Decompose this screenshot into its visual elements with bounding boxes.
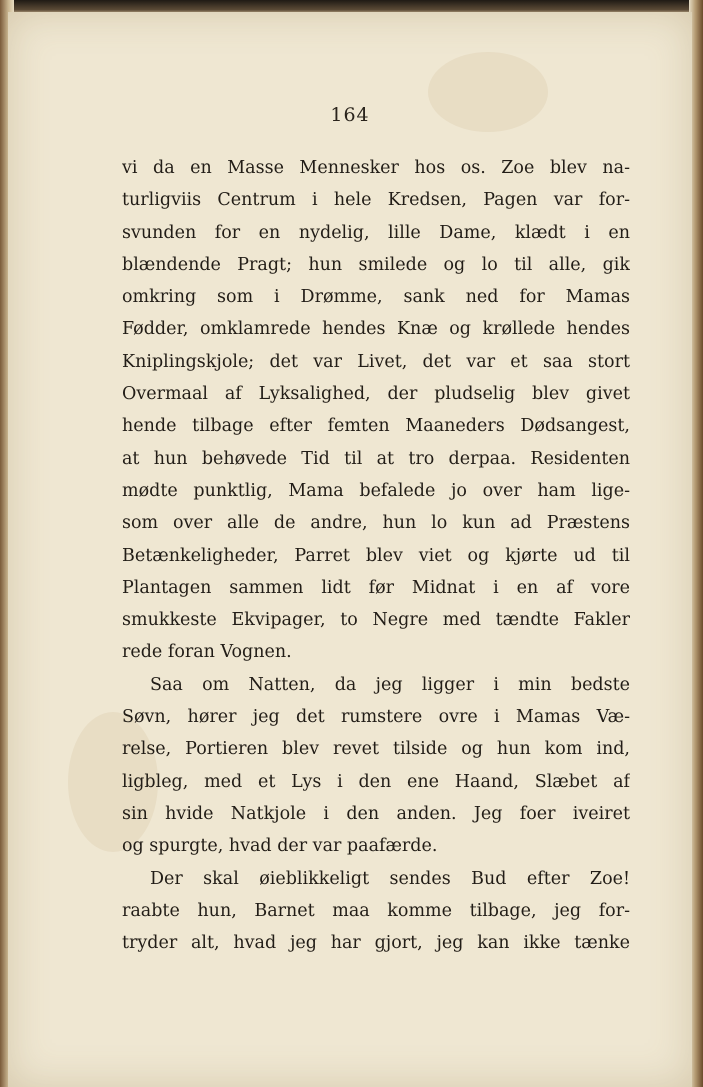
text-line: og spurgte, hvad der var paafærde.	[122, 836, 438, 857]
text-line: omkring som i Drømme, sank ned for Mamas	[122, 287, 630, 308]
text-line: blændende Pragt; hun smilede og lo til alle, gik	[122, 254, 630, 275]
text-line: vi da en Masse Mennesker hos os. Zoe blev na-	[122, 158, 630, 178]
text-line: Kniplingskjole; det var Livet, det var et saa stort	[122, 351, 630, 372]
text-line: Søvn, hører jeg det rumstere ovre i Mamas Væ-	[122, 707, 630, 728]
text-line: sin hvide Natkjole i den anden. Jeg foer iveiret	[122, 803, 630, 824]
text-line: som over alle de andre, hun lo kun ad Præstens	[122, 513, 630, 534]
text-line: turligviis Centrum i hele Kredsen, Pagen var for-	[122, 190, 630, 211]
body-text	[122, 152, 630, 959]
text-line: Betænkeligheder, Parret blev viet og kjørte ud til	[122, 545, 630, 566]
text-line: at hun behøvede Tid til at tro derpaa. Residenten	[122, 448, 630, 469]
text-line: Fødder, omklamrede hendes Knæ og krøllede hendes	[122, 319, 630, 340]
text-line: tryder alt, hvad jeg har gjort, jeg kan ikke tænke	[122, 933, 630, 954]
text-line: smukkeste Ekvipager, to Negre med tændte Fakler	[122, 610, 630, 631]
text-line: mødte punktlig, Mama befalede jo over ham lige-	[122, 480, 630, 501]
text-line: hende tilbage efter femten Maaneders Dødsangest,	[122, 416, 630, 437]
text-line: raabte hun, Barnet maa komme tilbage, jeg for-	[122, 900, 630, 921]
text-line: Plantagen sammen lidt før Midnat i en af vore	[122, 577, 630, 598]
text-line: relse, Portieren blev revet tilside og hun kom ind,	[122, 739, 630, 760]
book-page	[8, 12, 692, 1087]
text-line: Der skal øieblikkeligt sendes Bud efter Zoe!	[150, 868, 630, 889]
page-number: 164	[330, 104, 370, 126]
text-line: Overmaal af Lyksalighed, der pludselig blev givet	[122, 384, 630, 405]
text-line: ligbleg, med et Lys i den ene Haand, Slæbet af	[122, 771, 630, 792]
text-line: Saa om Natten, da jeg ligger i min bedste	[150, 674, 630, 695]
text-line: rede foran Vognen.	[122, 642, 292, 663]
text-line: svunden for en nydelig, lille Dame, klædt i en	[122, 222, 630, 243]
